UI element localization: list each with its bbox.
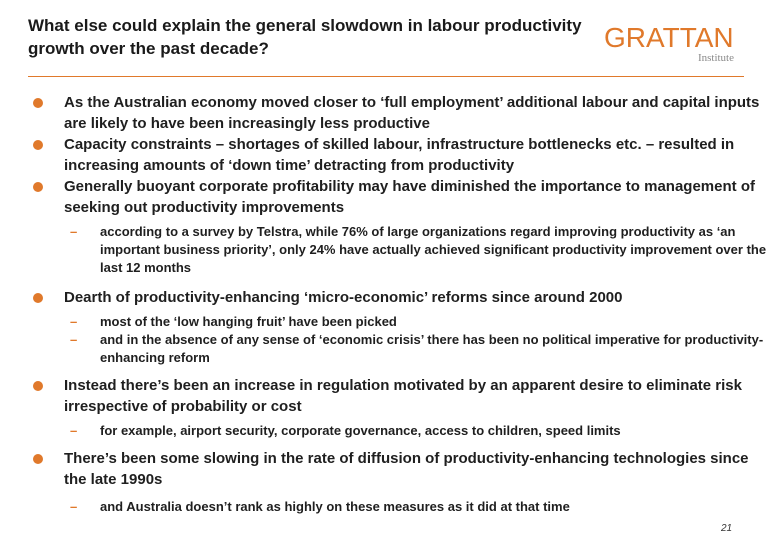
bullet-text: Instead there’s been an increase in regulation motivated by an apparent desire to eliminate risk irrespective of probability or cost [64,377,742,415]
bullet-text: Capacity constraints – shortages of skilled labour, infrastructure bottlenecks etc. – resulted in increasing amounts of ‘down time’ detracting from productivity [64,136,735,174]
bullet-text: As the Australian economy moved closer to ‘full employment’ additional labour and capital inputs are likely to have been increasingly less productive [64,94,760,132]
dash-icon: – [70,423,78,438]
dash-icon: – [70,332,78,347]
bullet-item [28,176,768,218]
bullet-item [28,134,768,176]
bullet-item [28,92,768,134]
sub-bullet-text: and in the absence of any sense of ‘economic crisis’ there has been no political imperative for productivity-enhancing reform [100,332,764,365]
sub-bullet-item [28,331,768,367]
grattan-institute-logo [604,24,736,64]
bullet-item [28,287,768,308]
sub-bullet-text: most of the ‘low hanging fruit’ have been picked [100,314,397,329]
bullet-item [28,448,768,490]
page-number: 21 [721,523,733,534]
bullet-dot-icon [33,182,43,192]
logo-wordmark: GRATTAN [604,22,734,53]
sub-bullet-item [28,422,768,440]
bullet-dot-icon [33,98,43,108]
sub-bullet-item [28,498,768,516]
bullet-dot-icon [33,293,43,303]
bullet-list [28,92,768,516]
bullet-text: There’s been some slowing in the rate of diffusion of productivity-enhancing technologies since the late 1990s [64,450,749,488]
sub-bullet-text: for example, airport security, corporate governance, access to children, speed limits [100,423,621,438]
bullet-item [28,375,768,417]
sub-bullet-text: according to a survey by Telstra, while 76% of large organizations regard improving productivity as ‘an important business priority’, only 24% have actually achieved significant productivity improvement over the last 12 months [100,224,767,275]
slide-title: What else could explain the general slowdown in labour productivity growth over the past decade? [28,16,582,58]
logo-subtitle: Institute [697,52,734,64]
dash-icon: – [70,314,78,329]
bullet-dot-icon [33,454,43,464]
sub-bullet-item [28,223,768,277]
bullet-dot-icon [33,140,43,150]
sub-bullet-item [28,313,768,331]
title-divider [28,76,744,77]
bullet-text: Dearth of productivity-enhancing ‘micro-economic’ reforms since around 2000 [64,289,623,306]
dash-icon: – [70,224,78,239]
dash-icon: – [70,499,78,514]
sub-bullet-text: and Australia doesn’t rank as highly on these measures as it did at that time [100,499,570,514]
bullet-dot-icon [33,381,43,391]
bullet-text: Generally buoyant corporate profitability may have diminished the importance to management of seeking out productivity improvements [64,178,755,216]
